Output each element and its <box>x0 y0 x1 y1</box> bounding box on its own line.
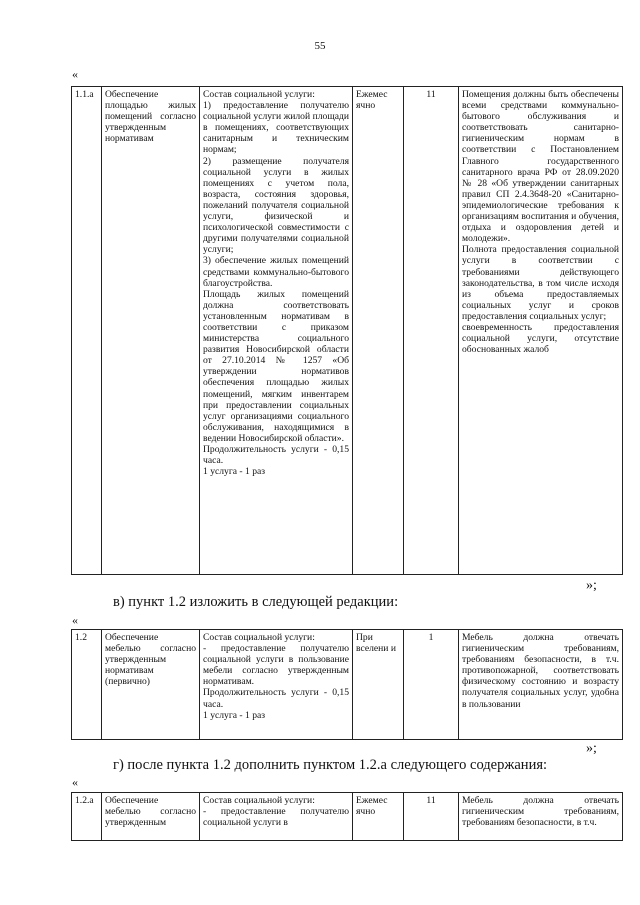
page-number: 55 <box>314 40 326 52</box>
service-requirements: Мебель должна отвечать гигиеническим требованиям, требованиям безопасности, в т.ч. противопожарной, соответствовать физическому состоянию и возрасту получателя социальных услуг, удобна в пользовании <box>459 630 623 740</box>
row-number: 1.2.а <box>72 793 102 841</box>
service-requirements: Мебель должна отвечать гигиеническим требованиям, требованиям безопасности, в т.ч. <box>459 793 623 841</box>
close-quote-1: »; <box>586 578 597 593</box>
service-frequency: Ежемес ячно <box>353 793 404 841</box>
service-frequency: Ежемес ячно <box>353 87 404 575</box>
table-row <box>72 630 623 740</box>
row-number: 1.1.a <box>72 87 102 575</box>
service-table-1-2a <box>71 792 623 841</box>
close-quote-2: »; <box>586 741 597 756</box>
open-quote-3: « <box>72 775 78 789</box>
row-number: 1.2 <box>72 630 102 740</box>
service-name: Обеспечение мебелью согласно утвержденным нормативам (первично) <box>102 630 200 740</box>
service-composition: Состав социальной услуги: - предоставление получателю социальной услуги в пользование мебели согласно утвержденным нормативам. Продолжительность услуги - 0,15 часа. 1 услуга - 1 раз <box>200 630 353 740</box>
service-table-1-2 <box>71 629 623 740</box>
heading-item-g: г) после пункта 1.2 дополнить пунктом 1.2.а следующего содержания: <box>113 757 548 773</box>
table-row <box>72 87 623 575</box>
open-quote-1: « <box>72 67 78 81</box>
service-composition: Состав социальной услуги: - предоставление получателю социальной услуги в <box>200 793 353 841</box>
service-count: 11 <box>404 87 459 575</box>
service-table-1-1a <box>71 86 623 575</box>
service-composition: Состав социальной услуги: 1) предоставление получателю социальной услуги жилой площади в помещениях, соответствующих санитарным и техническим нормам; 2) размещение получателя социальной услуги в жилых помещениях с учетом пола, возраста, состояния здоровья, пожеланий получателя социальной услуги, физической и психологической совместимости с другими получателями социальной услуги; 3) обеспечение жилых помещений средствами коммунально-бытового благоустройства. Площадь жилых помещений должна соответствовать установленным нормативам в соответствии с приказом министерства социального развития Новосибирской области от 27.10.2014 № 1257 «Об утверждении нормативов обеспечения площадью жилых помещений, мягким инвентарем при предоставлении социальных услуг организациями социального обслуживания, находящимися в ведении Новосибирской области». Продолжительность услуги - 0,15 часа. 1 услуга - 1 раз <box>200 87 353 575</box>
service-requirements: Помещения должны быть обеспечены всеми средствами коммунально-бытового обслуживания и соответствовать санитарно-гигиеническим нормам в соответствии с Постановлением Главного государственного санитарного врача РФ от 28.09.2020 № 28 «Об утверждении санитарных правил СП 2.4.3648-20 «Санитарно-эпидемиологические требования к организациям воспитания и обучения, отдыха и оздоровления детей и молодежи». Полнота предоставления социальной услуги в соответствии с требованиями действующего законодательства, в том числе исходя из объема предоставляемых социальных услуг и сроков предоставления социальных услуг; своевременность предоставления социальной услуги, отсутствие обоснованных жалоб <box>459 87 623 575</box>
service-name: Обеспечение площадью жилых помещений согласно утвержденным нормативам <box>102 87 200 575</box>
service-count: 11 <box>404 793 459 841</box>
service-count: 1 <box>404 630 459 740</box>
open-quote-2: « <box>72 613 78 627</box>
service-frequency: При вселени и <box>353 630 404 740</box>
heading-item-b: в) пункт 1.2 изложить в следующей редакции: <box>113 594 399 610</box>
table-row <box>72 793 623 841</box>
service-name: Обеспечение мебелью согласно утвержденным <box>102 793 200 841</box>
